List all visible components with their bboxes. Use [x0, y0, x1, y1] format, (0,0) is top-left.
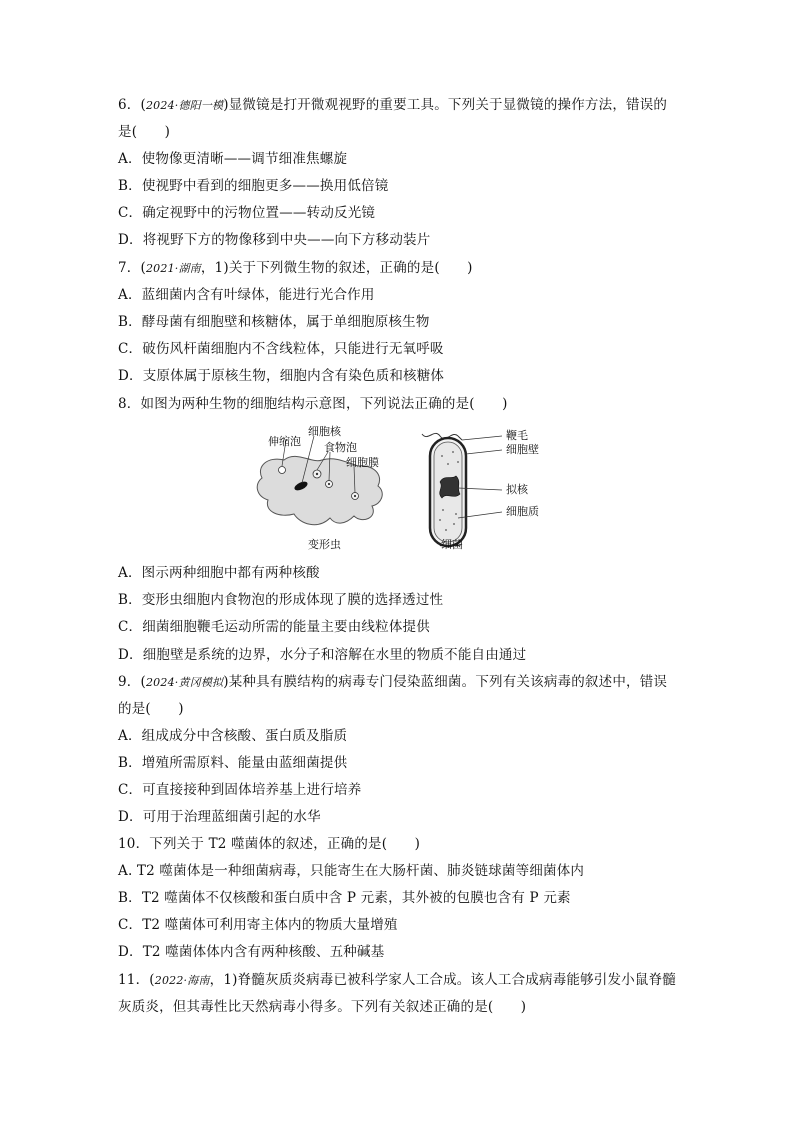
q10-stem: 10．下列关于 T2 噬菌体的叙述，正确的是( )	[118, 836, 421, 852]
q11-stem-line1: 11．(2022·海南，1)脊髓灰质炎病毒已被科学家人工合成。该人工合成病毒能够引发小鼠脊髓	[118, 972, 676, 988]
nucleoid	[440, 476, 460, 498]
q11-stem-line2: 灰质炎，但其毒性比天然病毒小得多。下列有关叙述正确的是( )	[118, 999, 527, 1015]
q6-option-a: A．使物像更清晰——调节细准焦螺旋	[118, 151, 348, 167]
label-nucleoid: 拟核	[506, 483, 528, 496]
q7-option-a: A．蓝细菌内含有叶绿体，能进行光合作用	[118, 287, 375, 303]
q6-stem-line2: 是( )	[118, 124, 171, 140]
caption-amoeba: 变形虫	[308, 538, 341, 551]
label-cell-membrane: 细胞膜	[346, 456, 379, 469]
q10-option-b: B．T2 噬菌体不仅核酸和蛋白质中含 P 元素，其外被的包膜也含有 P 元素	[118, 890, 571, 906]
label-cell-wall: 细胞壁	[506, 443, 539, 456]
label-contractile-vacuole: 伸缩泡	[268, 435, 301, 448]
q9-option-a: A．组成成分中含核酸、蛋白质及脂质	[118, 728, 348, 744]
q6-stem-line1: 6．(2024·德阳一模)显微镜是打开微观视野的重要工具。下列关于显微镜的操作方法，错误的	[118, 97, 668, 113]
label-food-vacuole: 食物泡	[324, 441, 357, 454]
q9-source: 2024·黄冈模拟	[145, 676, 224, 689]
contractile-vacuole	[279, 467, 286, 474]
label-nucleus: 细胞核	[308, 425, 341, 438]
q7-option-c: C．破伤风杆菌细胞内不含线粒体，只能进行无氧呼吸	[118, 341, 444, 357]
q6-option-c: C．确定视野中的污物位置——转动反光镜	[118, 205, 376, 221]
q8-option-c: C．细菌细胞鞭毛运动所需的能量主要由线粒体提供	[118, 619, 430, 635]
caption-bacteria: 细菌	[441, 538, 463, 551]
q9-stem-line2: 的是( )	[118, 701, 184, 717]
q9-stem-line1: 9．(2024·黄冈模拟)某种具有膜结构的病毒专门侵染蓝细菌。下列有关该病毒的叙述中，错误	[118, 674, 668, 690]
q9-option-c: C．可直接接种到固体培养基上进行培养	[118, 782, 362, 798]
q6-option-d: D．将视野下方的物像移到中央——向下方移动装片	[118, 232, 431, 248]
q10-option-d: D．T2 噬菌体体内含有两种核酸、五种碱基	[118, 944, 385, 960]
q7-option-b: B．酵母菌有细胞壁和核糖体，属于单细胞原核生物	[118, 314, 430, 330]
q8-option-d: D．细胞壁是系统的边界，水分子和溶解在水里的物质不能自由通过	[118, 647, 527, 663]
cell-structure-figure	[250, 426, 580, 558]
q9-option-b: B．增殖所需原料、能量由蓝细菌提供	[118, 755, 348, 771]
q8-stem: 8．如图为两种生物的细胞结构示意图，下列说法正确的是( )	[118, 396, 508, 412]
q10-option-a: A. T2 噬菌体是一种细菌病毒，只能寄生在大肠杆菌、肺炎链球菌等细菌体内	[118, 863, 585, 879]
q7-stem: 7．(2021·湖南，1)关于下列微生物的叙述，正确的是( )	[118, 260, 473, 276]
q11-source: 2022·海南	[154, 974, 210, 987]
q10-option-c: C．T2 噬菌体可利用寄主体内的物质大量增殖	[118, 917, 398, 933]
q9-option-d: D．可用于治理蓝细菌引起的水华	[118, 809, 321, 825]
q7-source: 2021·湖南	[145, 262, 201, 275]
q8-option-b: B．变形虫细胞内食物泡的形成体现了膜的选择透过性	[118, 592, 444, 608]
q6-source: 2024·德阳一模	[145, 99, 224, 112]
q6-option-b: B．使视野中看到的细胞更多——换用低倍镜	[118, 178, 389, 194]
q8-option-a: A．图示两种细胞中都有两种核酸	[118, 565, 320, 581]
q7-option-d: D．支原体属于原核生物，细胞内含有染色质和核糖体	[118, 368, 445, 384]
label-cytoplasm: 细胞质	[506, 505, 539, 518]
label-flagellum: 鞭毛	[506, 429, 528, 442]
